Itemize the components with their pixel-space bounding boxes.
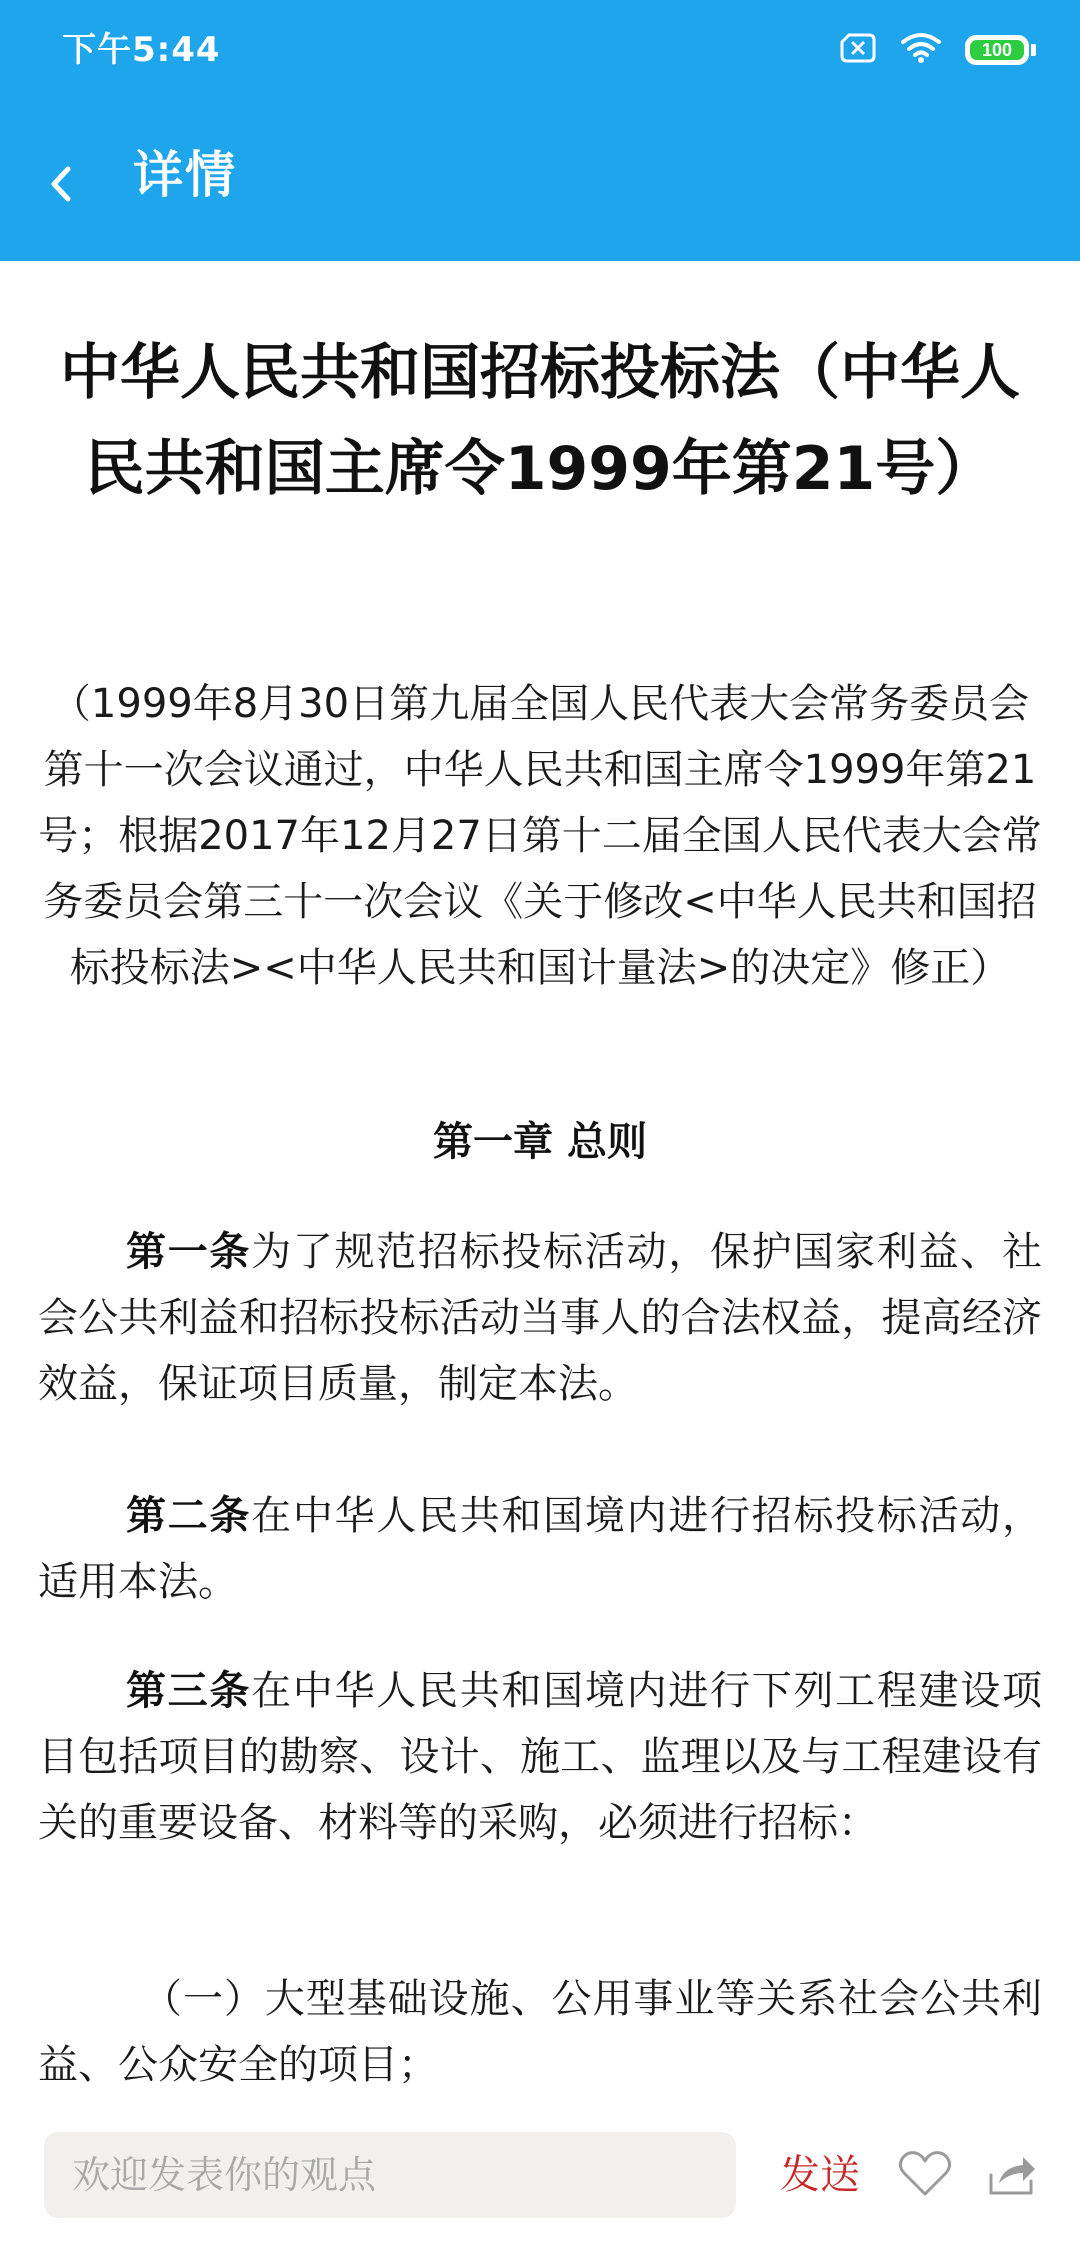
- status-time: 下午5:44: [62, 30, 221, 70]
- article-heading: 第一条: [126, 1229, 252, 1275]
- heart-icon: [898, 2184, 952, 2203]
- comment-bar: [0, 2111, 1080, 2244]
- top-bar: [0, 0, 1080, 261]
- send-button[interactable]: 发送: [780, 2152, 860, 2198]
- article-paragraph: [38, 1483, 1042, 1615]
- battery-tip: [1031, 44, 1036, 56]
- wifi-icon: [901, 32, 941, 68]
- status-icons: [839, 30, 1036, 70]
- article-subtitle: （1999年8月30日第九届全国人民代表大会常务委员会第十一次会议通过，中华人民共和国主席令1999年第21号；根据2017年12月27日第十二届全国人民代表大会常务委员会第三十一次会议《关于修改<中华人民共和国招标投标法><中华人民共和国计量法>的决定》修正）: [38, 681, 1042, 991]
- page-title: 详情: [133, 146, 237, 204]
- article-text: （一）大型基础设施、公用事业等关系社会公共利益、公众安全的项目；: [38, 1976, 1042, 2088]
- share-button[interactable]: [985, 2149, 1039, 2199]
- chapter-title: 第一章 总则: [433, 1119, 647, 1165]
- article-paragraph: [38, 1658, 1042, 1856]
- share-icon: [985, 2184, 1039, 2203]
- article-content[interactable]: [0, 261, 1080, 2111]
- app-bar: [0, 100, 1080, 261]
- article-text: 在中华人民共和国境内进行下列工程建设项目包括项目的勘察、设计、施工、监理以及与工程建设有关的重要设备、材料等的采购，必须进行招标：: [38, 1668, 1043, 1846]
- like-button[interactable]: [898, 2149, 952, 2199]
- battery-icon: [965, 35, 1029, 65]
- article-heading: 第三条: [126, 1668, 252, 1714]
- battery-level: 100: [981, 40, 1013, 60]
- comment-input[interactable]: [44, 2132, 736, 2218]
- back-button[interactable]: [30, 150, 90, 222]
- chevron-left-icon: [46, 164, 74, 208]
- article-heading: 第二条: [126, 1493, 252, 1539]
- status-bar: [0, 0, 1080, 100]
- article-text: 在中华人民共和国境内进行招标投标活动，适用本法。: [38, 1493, 1043, 1605]
- article-title: 中华人民共和国招标投标法（中华人民共和国主席令1999年第21号）: [60, 338, 1020, 504]
- article-text: 为了规范招标投标活动，保护国家利益、社会公共利益和招标投标活动当事人的合法权益，提高经济效益，保证项目质量，制定本法。: [38, 1229, 1043, 1407]
- article-paragraph: [38, 1219, 1042, 1417]
- sim-disabled-icon: [839, 33, 877, 67]
- article-list-item: [38, 1966, 1042, 2098]
